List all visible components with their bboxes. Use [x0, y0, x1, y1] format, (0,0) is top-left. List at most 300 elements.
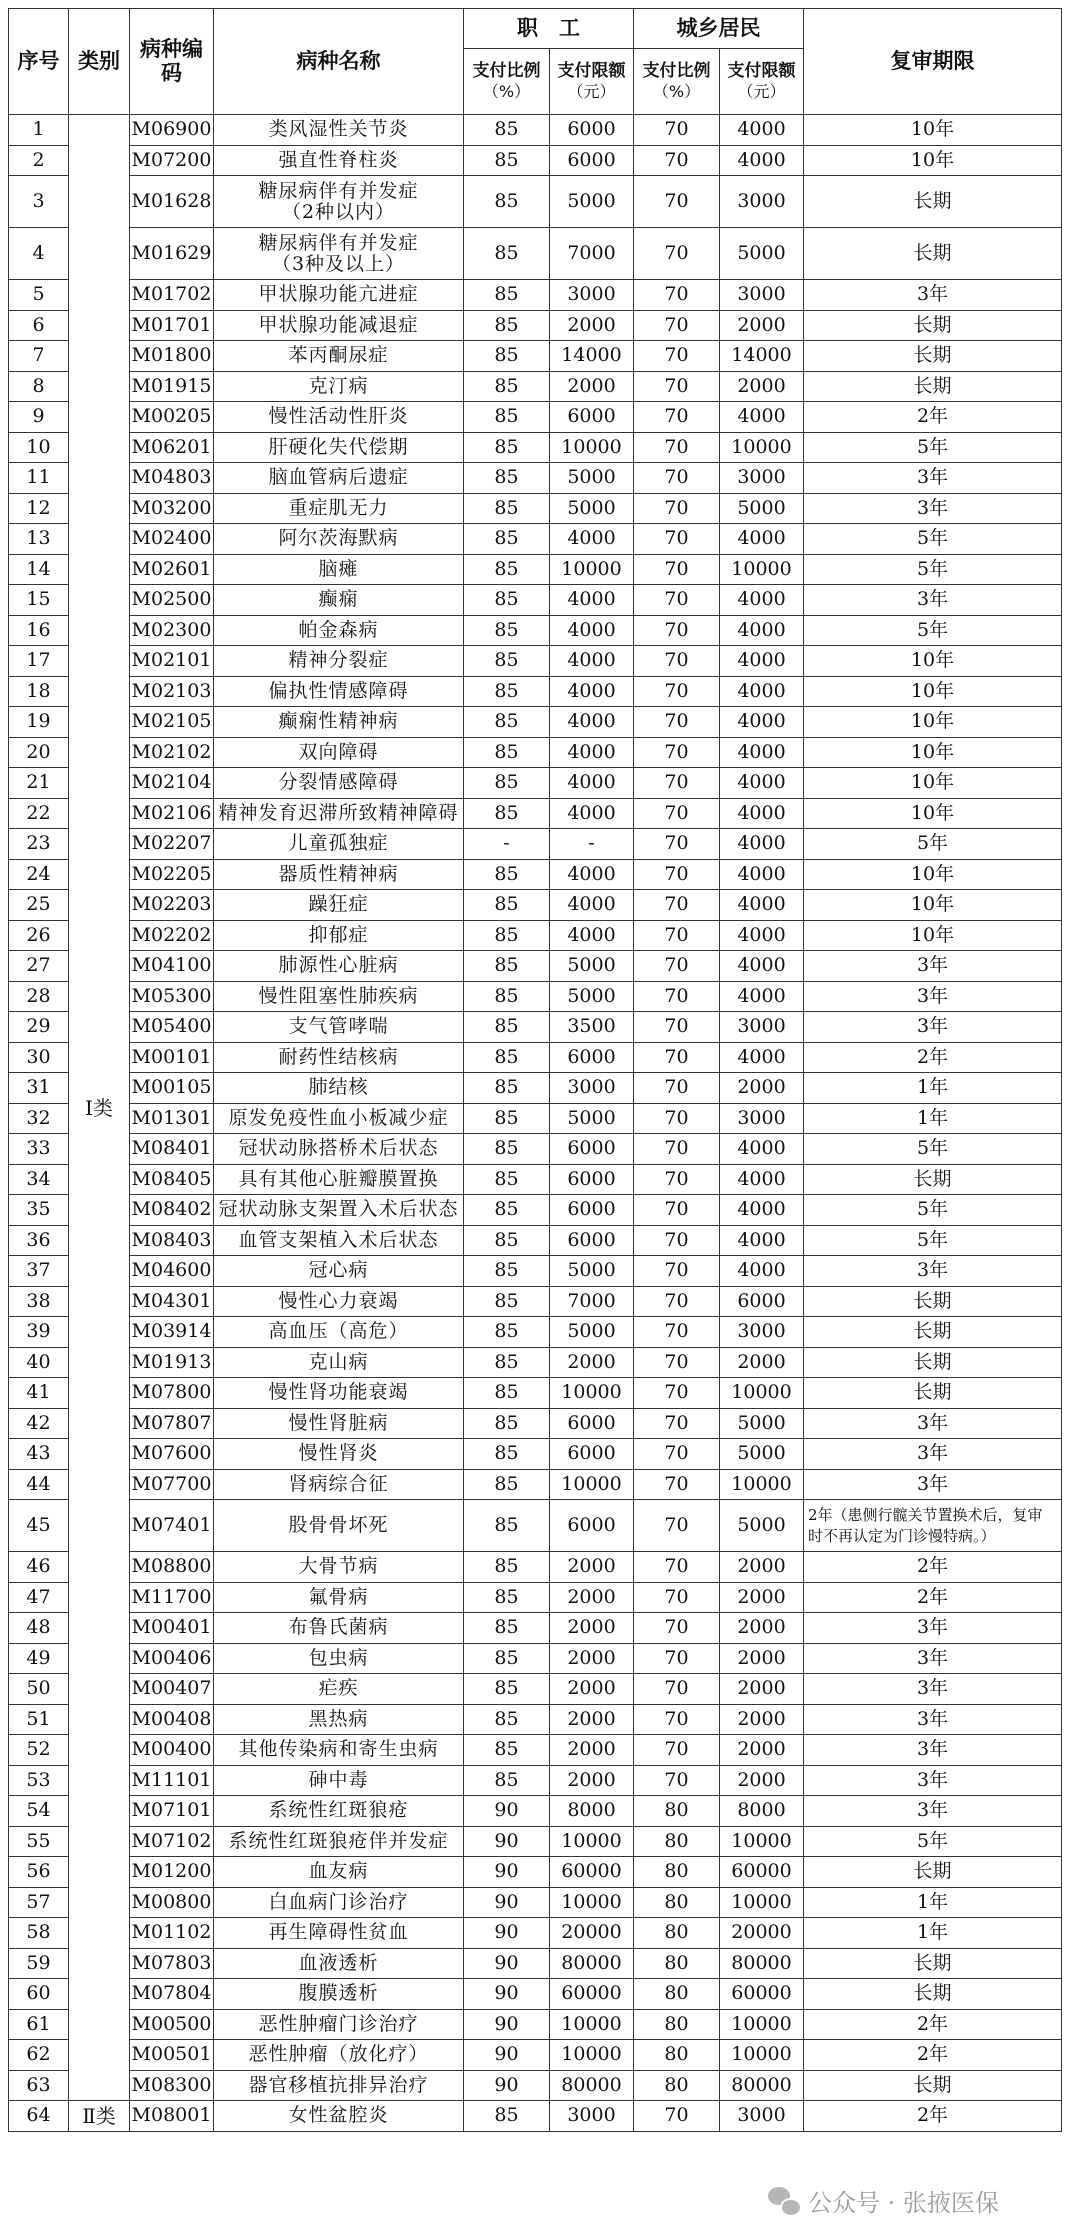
cell-employee-limit: 3500: [550, 1012, 634, 1043]
cell-resident-limit: 4000: [720, 1134, 804, 1165]
cell-employee-ratio: 85: [464, 1704, 550, 1735]
cell-employee-ratio: 85: [464, 2101, 550, 2132]
cell-resident-ratio: 70: [634, 676, 720, 707]
header-category: 类别: [69, 9, 130, 115]
cell-resident-limit: 2000: [720, 1582, 804, 1613]
cell-resident-limit: 2000: [720, 371, 804, 402]
table-row: [9, 676, 1062, 707]
cell-seq: 10: [9, 432, 69, 463]
cell-resident-limit: 5000: [720, 228, 804, 280]
cell-seq: 60: [9, 1979, 69, 2010]
cell-employee-limit: 6000: [550, 1408, 634, 1439]
cell-review: 3年: [804, 280, 1062, 311]
cell-code: M00400: [130, 1735, 214, 1766]
cell-resident-ratio: 70: [634, 1164, 720, 1195]
cell-seq: 64: [9, 2101, 69, 2132]
cell-employee-ratio: 85: [464, 1765, 550, 1796]
cell-employee-limit: 4000: [550, 920, 634, 951]
table-row: [9, 1225, 1062, 1256]
cell-resident-limit: 4000: [720, 402, 804, 433]
cell-review: 2年: [804, 1042, 1062, 1073]
cell-review: 1年: [804, 1887, 1062, 1918]
cell-resident-ratio: 70: [634, 176, 720, 228]
cell-resident-ratio: 80: [634, 1857, 720, 1888]
cell-resident-limit: 10000: [720, 1887, 804, 1918]
cell-name: 白血病门诊治疗: [214, 1887, 464, 1918]
cell-seq: 22: [9, 798, 69, 829]
cell-employee-limit: 6000: [550, 1195, 634, 1226]
cell-name: 抑郁症: [214, 920, 464, 951]
cell-resident-limit: 4000: [720, 1042, 804, 1073]
cell-code: M02205: [130, 859, 214, 890]
cell-employee-limit: 5000: [550, 951, 634, 982]
cell-resident-limit: 2000: [720, 1674, 804, 1705]
cell-code: M02106: [130, 798, 214, 829]
table-row: [9, 402, 1062, 433]
cell-review: 5年: [804, 1195, 1062, 1226]
cell-resident-ratio: 70: [634, 615, 720, 646]
cell-seq: 35: [9, 1195, 69, 1226]
cell-resident-limit: 3000: [720, 1012, 804, 1043]
cell-code: M00407: [130, 1674, 214, 1705]
cell-employee-ratio: 85: [464, 737, 550, 768]
cell-resident-limit: 2000: [720, 1347, 804, 1378]
cell-code: M07700: [130, 1469, 214, 1500]
cell-name: 具有其他心脏瓣膜置换: [214, 1164, 464, 1195]
cell-resident-ratio: 70: [634, 951, 720, 982]
cell-seq: 28: [9, 981, 69, 1012]
cell-name: 恶性肿瘤门诊治疗: [214, 2009, 464, 2040]
cell-name: 原发免疫性血小板减少症: [214, 1103, 464, 1134]
cell-seq: 31: [9, 1073, 69, 1104]
cell-review: 长期: [804, 1857, 1062, 1888]
cell-resident-limit: 60000: [720, 1857, 804, 1888]
cell-seq: 37: [9, 1256, 69, 1287]
cell-name: 精神发育迟滞所致精神障碍: [214, 798, 464, 829]
cell-resident-ratio: 70: [634, 371, 720, 402]
cell-seq: 59: [9, 1948, 69, 1979]
cell-review: 10年: [804, 145, 1062, 176]
cell-employee-limit: 2000: [550, 1765, 634, 1796]
cell-name: 类风湿性关节炎: [214, 115, 464, 146]
table-row: [9, 1857, 1062, 1888]
cell-resident-limit: 5000: [720, 1500, 804, 1552]
cell-code: M01200: [130, 1857, 214, 1888]
cell-resident-limit: 6000: [720, 1286, 804, 1317]
cell-resident-limit: 2000: [720, 1735, 804, 1766]
cell-name: 慢性肾功能衰竭: [214, 1378, 464, 1409]
cell-resident-ratio: 70: [634, 1012, 720, 1043]
table-row: [9, 310, 1062, 341]
cell-review: 2年: [804, 2040, 1062, 2071]
cell-resident-limit: 3000: [720, 280, 804, 311]
cell-resident-ratio: 70: [634, 341, 720, 372]
cell-seq: 17: [9, 646, 69, 677]
cell-employee-ratio: 90: [464, 1796, 550, 1827]
cell-resident-limit: 2000: [720, 1704, 804, 1735]
table-row: [9, 228, 1062, 280]
cell-code: M07804: [130, 1979, 214, 2010]
cell-code: M00800: [130, 1887, 214, 1918]
table-row: [9, 1256, 1062, 1287]
cell-code: M02202: [130, 920, 214, 951]
table-row: [9, 920, 1062, 951]
header-resident-limit: 支付限额 （元）: [720, 49, 804, 115]
cell-resident-limit: 10000: [720, 554, 804, 585]
cell-resident-ratio: 70: [634, 145, 720, 176]
cell-code: M02101: [130, 646, 214, 677]
cell-seq: 33: [9, 1134, 69, 1165]
cell-resident-ratio: 80: [634, 1918, 720, 1949]
cell-review: 2年: [804, 402, 1062, 433]
cell-resident-limit: 10000: [720, 2040, 804, 2071]
cell-name: 苯丙酮尿症: [214, 341, 464, 372]
cell-resident-ratio: 70: [634, 1582, 720, 1613]
cell-name: 甲状腺功能减退症: [214, 310, 464, 341]
cell-name: 癫痫: [214, 585, 464, 616]
cell-employee-limit: 5000: [550, 981, 634, 1012]
cell-employee-limit: 3000: [550, 280, 634, 311]
table-row: [9, 341, 1062, 372]
cell-code: M01800: [130, 341, 214, 372]
cell-review: 长期: [804, 341, 1062, 372]
table-row: [9, 2040, 1062, 2071]
cell-resident-ratio: 70: [634, 1765, 720, 1796]
cell-employee-limit: 5000: [550, 463, 634, 494]
cell-name: 冠心病: [214, 1256, 464, 1287]
cell-resident-ratio: 70: [634, 1674, 720, 1705]
header-employee-limit: 支付限额 （元）: [550, 49, 634, 115]
cell-employee-ratio: 85: [464, 951, 550, 982]
cell-employee-ratio: 90: [464, 2040, 550, 2071]
cell-employee-limit: 6000: [550, 1500, 634, 1552]
header-employee-ratio: 支付比例 （%）: [464, 49, 550, 115]
cell-code: M06900: [130, 115, 214, 146]
cell-review: 长期: [804, 371, 1062, 402]
cell-employee-limit: 10000: [550, 2009, 634, 2040]
cell-name: 器质性精神病: [214, 859, 464, 890]
cell-employee-ratio: 85: [464, 1674, 550, 1705]
cell-employee-limit: -: [550, 829, 634, 860]
cell-code: M06201: [130, 432, 214, 463]
cell-employee-limit: 60000: [550, 1979, 634, 2010]
cell-resident-limit: 4000: [720, 1225, 804, 1256]
cell-name: 精神分裂症: [214, 646, 464, 677]
table-row: [9, 1134, 1062, 1165]
cell-resident-ratio: 80: [634, 1796, 720, 1827]
cell-seq: 2: [9, 145, 69, 176]
cell-employee-ratio: 90: [464, 1979, 550, 2010]
cell-name: 脑瘫: [214, 554, 464, 585]
table-row: [9, 1042, 1062, 1073]
cell-employee-ratio: 85: [464, 1378, 550, 1409]
cell-code: M11700: [130, 1582, 214, 1613]
cell-employee-limit: 2000: [550, 1582, 634, 1613]
cell-employee-ratio: 85: [464, 981, 550, 1012]
cell-code: M07803: [130, 1948, 214, 1979]
cell-code: M01301: [130, 1103, 214, 1134]
cell-resident-ratio: 70: [634, 402, 720, 433]
cell-review: 3年: [804, 1796, 1062, 1827]
cell-code: M02400: [130, 524, 214, 555]
cell-resident-limit: 4000: [720, 1256, 804, 1287]
cell-review: 2年: [804, 1582, 1062, 1613]
cell-code: M07102: [130, 1826, 214, 1857]
cell-review: 5年: [804, 615, 1062, 646]
table-row: [9, 859, 1062, 890]
cell-resident-limit: 3000: [720, 1103, 804, 1134]
cell-resident-limit: 4000: [720, 1164, 804, 1195]
table-row: [9, 1439, 1062, 1470]
cell-seq: 54: [9, 1796, 69, 1827]
cell-name: 股骨骨坏死: [214, 1500, 464, 1552]
cell-review: 10年: [804, 798, 1062, 829]
cell-resident-ratio: 70: [634, 1552, 720, 1583]
cell-review: 1年: [804, 1103, 1062, 1134]
table-row: [9, 1073, 1062, 1104]
cell-employee-limit: 5000: [550, 1256, 634, 1287]
cell-employee-limit: 5000: [550, 1317, 634, 1348]
cell-review: 10年: [804, 707, 1062, 738]
cell-seq: 38: [9, 1286, 69, 1317]
cell-code: M01628: [130, 176, 214, 228]
cell-employee-ratio: 85: [464, 310, 550, 341]
cell-seq: 47: [9, 1582, 69, 1613]
table-row: [9, 554, 1062, 585]
cell-name: 脑血管病后遗症: [214, 463, 464, 494]
cell-code: M02207: [130, 829, 214, 860]
cell-review: 5年: [804, 432, 1062, 463]
table-row: [9, 2009, 1062, 2040]
cell-resident-ratio: 70: [634, 1042, 720, 1073]
table-row: [9, 1704, 1062, 1735]
cell-employee-ratio: -: [464, 829, 550, 860]
cell-name: 氟骨病: [214, 1582, 464, 1613]
cell-name: 克山病: [214, 1347, 464, 1378]
cell-name: 肺源性心脏病: [214, 951, 464, 982]
cell-resident-ratio: 70: [634, 1195, 720, 1226]
cell-resident-ratio: 70: [634, 585, 720, 616]
cell-employee-ratio: 85: [464, 432, 550, 463]
cell-resident-ratio: 70: [634, 1439, 720, 1470]
cell-name: 强直性脊柱炎: [214, 145, 464, 176]
cell-seq: 43: [9, 1439, 69, 1470]
cell-code: M00205: [130, 402, 214, 433]
cell-resident-ratio: 70: [634, 228, 720, 280]
cell-employee-ratio: 85: [464, 1613, 550, 1644]
cell-resident-ratio: 70: [634, 1500, 720, 1552]
cell-employee-ratio: 85: [464, 798, 550, 829]
cell-review: 1年: [804, 1918, 1062, 1949]
cell-seq: 30: [9, 1042, 69, 1073]
cell-code: M02103: [130, 676, 214, 707]
cell-seq: 49: [9, 1643, 69, 1674]
cell-seq: 36: [9, 1225, 69, 1256]
cell-review: 2年: [804, 2009, 1062, 2040]
cell-seq: 42: [9, 1408, 69, 1439]
cell-review: 5年: [804, 1225, 1062, 1256]
cell-employee-limit: 5000: [550, 176, 634, 228]
table-row: [9, 1408, 1062, 1439]
wechat-icon: [768, 2184, 800, 2216]
cell-resident-limit: 10000: [720, 432, 804, 463]
cell-employee-ratio: 85: [464, 228, 550, 280]
cell-employee-ratio: 85: [464, 145, 550, 176]
table-row: [9, 798, 1062, 829]
cell-employee-limit: 20000: [550, 1918, 634, 1949]
cell-review: 10年: [804, 768, 1062, 799]
cell-employee-ratio: 85: [464, 1225, 550, 1256]
watermark: [768, 2178, 1068, 2222]
cell-employee-limit: 10000: [550, 1826, 634, 1857]
cell-code: M07807: [130, 1408, 214, 1439]
cell-review: 长期: [804, 1378, 1062, 1409]
table-row: [9, 1317, 1062, 1348]
cell-resident-limit: 60000: [720, 1979, 804, 2010]
table-row: [9, 829, 1062, 860]
table-row: [9, 2101, 1062, 2132]
cell-code: M08402: [130, 1195, 214, 1226]
cell-code: M01102: [130, 1918, 214, 1949]
cell-employee-limit: 10000: [550, 1378, 634, 1409]
cell-employee-ratio: 85: [464, 1042, 550, 1073]
cell-resident-ratio: 70: [634, 1225, 720, 1256]
cell-employee-limit: 6000: [550, 1225, 634, 1256]
cell-employee-limit: 4000: [550, 676, 634, 707]
cell-seq: 25: [9, 890, 69, 921]
cell-seq: 1: [9, 115, 69, 146]
cell-review: 长期: [804, 1979, 1062, 2010]
cell-employee-limit: 10000: [550, 554, 634, 585]
cell-review: 2年: [804, 1552, 1062, 1583]
cell-name: 甲状腺功能亢进症: [214, 280, 464, 311]
cell-code: M07401: [130, 1500, 214, 1552]
cell-resident-limit: 4000: [720, 920, 804, 951]
cell-resident-ratio: 70: [634, 280, 720, 311]
table-row: [9, 1826, 1062, 1857]
cell-code: M01913: [130, 1347, 214, 1378]
cell-name: 恶性肿瘤（放化疗）: [214, 2040, 464, 2071]
cell-name: 分裂情感障碍: [214, 768, 464, 799]
cell-seq: 62: [9, 2040, 69, 2071]
cell-resident-ratio: 70: [634, 463, 720, 494]
cell-employee-limit: 6000: [550, 1439, 634, 1470]
cell-name: 肝硬化失代偿期: [214, 432, 464, 463]
cell-employee-ratio: 85: [464, 1012, 550, 1043]
cell-employee-ratio: 85: [464, 768, 550, 799]
cell-employee-limit: 5000: [550, 493, 634, 524]
cell-code: M04100: [130, 951, 214, 982]
cell-code: M02300: [130, 615, 214, 646]
cell-resident-limit: 4000: [720, 951, 804, 982]
table-row: [9, 1164, 1062, 1195]
cell-name: 重症肌无力: [214, 493, 464, 524]
table-row: [9, 1103, 1062, 1134]
header-seq: 序号: [9, 9, 69, 115]
cell-seq: 61: [9, 2009, 69, 2040]
cell-employee-ratio: 85: [464, 1286, 550, 1317]
cell-code: M02500: [130, 585, 214, 616]
header-code: 病种编码: [130, 9, 214, 115]
cell-employee-limit: 60000: [550, 1857, 634, 1888]
cell-review: 3年: [804, 1469, 1062, 1500]
cell-seq: 40: [9, 1347, 69, 1378]
cell-resident-limit: 4000: [720, 981, 804, 1012]
cell-employee-ratio: 90: [464, 1887, 550, 1918]
cell-resident-limit: 3000: [720, 176, 804, 228]
cell-employee-ratio: 85: [464, 1735, 550, 1766]
cell-name: 躁狂症: [214, 890, 464, 921]
table-row: [9, 432, 1062, 463]
table-row: [9, 1378, 1062, 1409]
cell-name: 肺结核: [214, 1073, 464, 1104]
cell-resident-limit: 14000: [720, 341, 804, 372]
cell-employee-limit: 4000: [550, 737, 634, 768]
cell-resident-limit: 80000: [720, 1948, 804, 1979]
cell-resident-limit: 4000: [720, 737, 804, 768]
cell-employee-limit: 4000: [550, 890, 634, 921]
cell-review: 10年: [804, 646, 1062, 677]
cell-seq: 57: [9, 1887, 69, 1918]
cell-code: M07200: [130, 145, 214, 176]
table-row: [9, 145, 1062, 176]
cell-employee-ratio: 85: [464, 1582, 550, 1613]
cell-review: 长期: [804, 1347, 1062, 1378]
table-row: [9, 615, 1062, 646]
cell-employee-limit: 3000: [550, 1073, 634, 1104]
cell-name: 系统性红斑狼疮: [214, 1796, 464, 1827]
cell-code: M02105: [130, 707, 214, 738]
cell-resident-ratio: 70: [634, 554, 720, 585]
cell-employee-ratio: 90: [464, 1948, 550, 1979]
table-row: [9, 493, 1062, 524]
cell-resident-ratio: 70: [634, 1469, 720, 1500]
cell-name: 布鲁氏菌病: [214, 1613, 464, 1644]
cell-resident-ratio: 70: [634, 859, 720, 890]
cell-employee-limit: 2000: [550, 1643, 634, 1674]
table-row: [9, 707, 1062, 738]
cell-employee-ratio: 85: [464, 1347, 550, 1378]
cell-resident-limit: 4000: [720, 115, 804, 146]
cell-seq: 21: [9, 768, 69, 799]
cell-employee-ratio: 85: [464, 1134, 550, 1165]
cell-resident-limit: 4000: [720, 615, 804, 646]
cell-seq: 13: [9, 524, 69, 555]
cell-employee-limit: 6000: [550, 1134, 634, 1165]
cell-resident-ratio: 80: [634, 1948, 720, 1979]
cell-resident-limit: 5000: [720, 1408, 804, 1439]
table-row: [9, 585, 1062, 616]
cell-employee-limit: 6000: [550, 1164, 634, 1195]
cell-employee-limit: 4000: [550, 615, 634, 646]
cell-seq: 15: [9, 585, 69, 616]
cell-employee-limit: 2000: [550, 1674, 634, 1705]
cell-resident-limit: 3000: [720, 1317, 804, 1348]
cell-resident-ratio: 70: [634, 1704, 720, 1735]
cell-seq: 56: [9, 1857, 69, 1888]
cell-review: 5年: [804, 1134, 1062, 1165]
cell-review: 长期: [804, 2070, 1062, 2101]
table-row: [9, 646, 1062, 677]
table-row: [9, 981, 1062, 1012]
cell-review: 1年: [804, 1073, 1062, 1104]
table-row: [9, 768, 1062, 799]
disease-table-sheet: [8, 8, 1062, 2132]
cell-code: M00401: [130, 1613, 214, 1644]
cell-employee-ratio: 85: [464, 1439, 550, 1470]
cell-seq: 51: [9, 1704, 69, 1735]
cell-seq: 27: [9, 951, 69, 982]
